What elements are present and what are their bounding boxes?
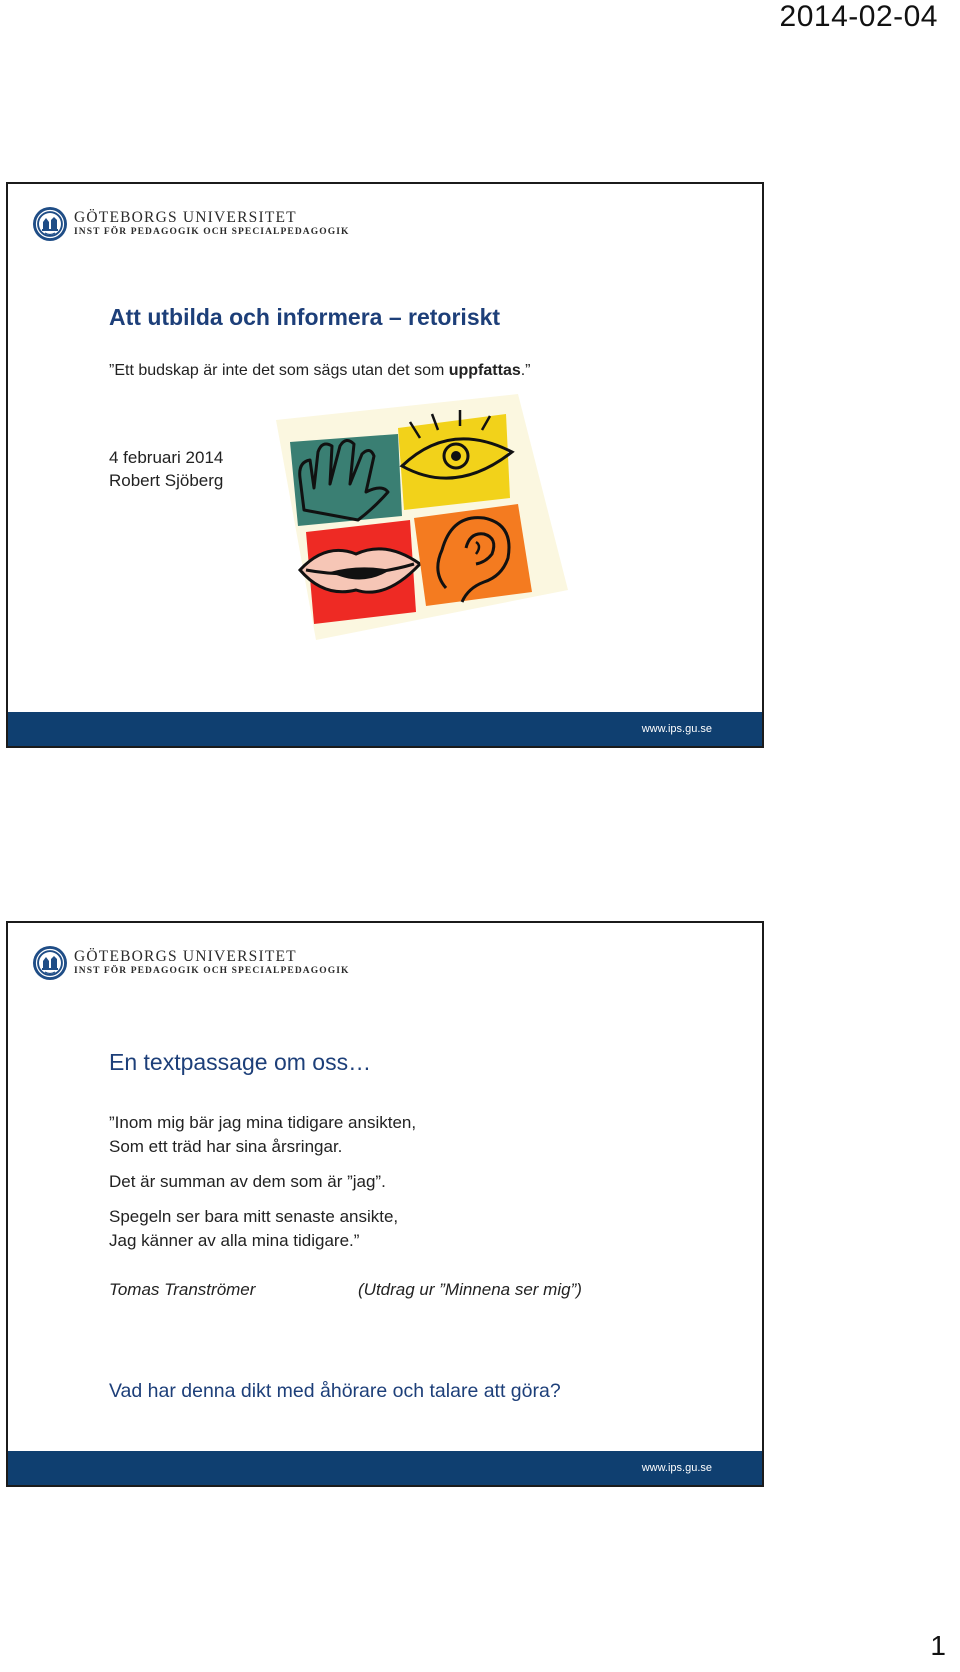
slide-footer <box>8 712 762 746</box>
university-name: GÖTEBORGS UNIVERSITET <box>74 209 297 226</box>
mouth-tile <box>300 520 420 624</box>
university-header <box>32 206 350 242</box>
poem-line: Som ett träd har sina årsringar. <box>109 1137 343 1156</box>
hand-tile <box>290 434 402 526</box>
poem-author: Tomas Tranströmer <box>109 1280 256 1299</box>
poem-source: (Utdrag ur ”Minnena ser mig”) <box>358 1280 582 1299</box>
footer-url: www.ips.gu.se <box>641 723 712 735</box>
slide-title: En textpassage om oss… <box>109 1049 372 1075</box>
senses-illustration <box>270 392 570 642</box>
slide-1 <box>6 182 764 748</box>
presentation-date: 4 februari 2014 <box>109 448 224 467</box>
presenter-name: Robert Sjöberg <box>109 471 224 490</box>
quote-emphasis: uppfattas <box>448 362 521 379</box>
page-date: 2014-02-04 <box>779 0 938 33</box>
slide-quote <box>109 362 531 380</box>
discussion-question: Vad har denna dikt med åhörare och talare att göra? <box>109 1380 561 1402</box>
footer-url: www.ips.gu.se <box>641 1462 712 1474</box>
slide-footer <box>8 1451 762 1485</box>
department-name: INST FÖR PEDAGOGIK OCH SPECIALPEDAGOGIK <box>74 966 350 976</box>
poem-line: ”Inom mig bär jag mina tidigare ansikten, <box>109 1113 417 1132</box>
poem-line: Spegeln ser bara mitt senaste ansikte, <box>109 1207 399 1226</box>
university-seal-icon <box>32 945 68 981</box>
university-name: GÖTEBORGS UNIVERSITET <box>74 948 297 965</box>
quote-prefix: ”Ett budskap är inte det som sägs utan det som <box>109 362 449 379</box>
quote-suffix: .” <box>520 362 531 379</box>
poem-line: Jag känner av alla mina tidigare.” <box>109 1231 360 1250</box>
poem-line: Det är summan av dem som är ”jag”. <box>109 1172 386 1191</box>
ear-tile <box>414 504 532 606</box>
department-name: INST FÖR PEDAGOGIK OCH SPECIALPEDAGOGIK <box>74 227 350 237</box>
university-seal-icon <box>32 206 68 242</box>
slide-2 <box>6 921 764 1487</box>
slide-title: Att utbilda och informera – retoriskt <box>109 304 501 330</box>
page-number: 1 <box>930 1630 946 1661</box>
university-header <box>32 945 350 981</box>
